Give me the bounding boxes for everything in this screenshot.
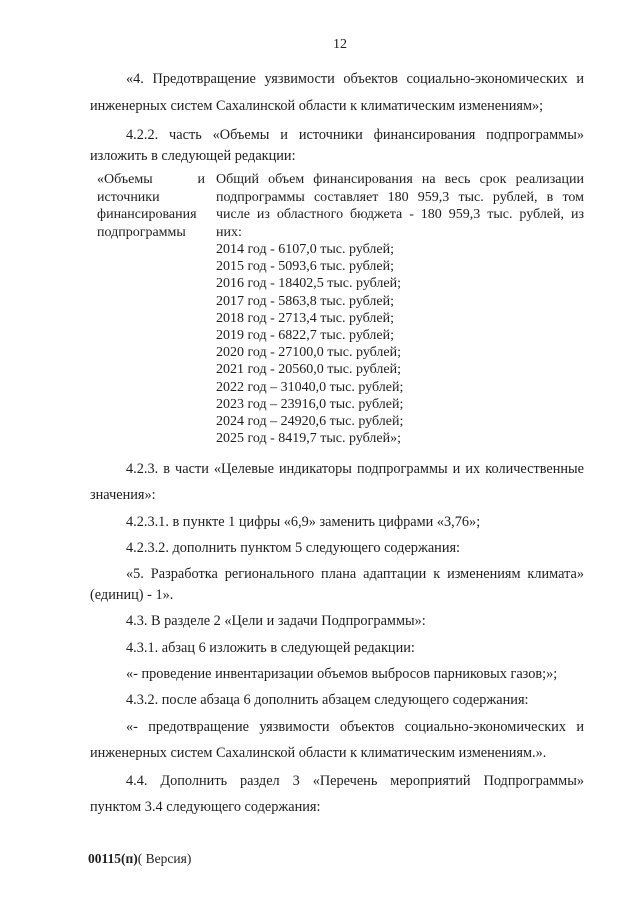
financing-label-line2: источники: [97, 189, 160, 205]
year-2015: 2015 год - 5093,6 тыс. рублей;: [216, 259, 395, 275]
year-2024: 2024 год – 24920,6 тыс. рублей;: [216, 414, 404, 430]
financing-text: [216, 171, 584, 241]
financing-years-list: [216, 241, 403, 447]
para-5-line2: (единиц) - 1».: [90, 587, 174, 603]
financing-text-line3: числе из областного бюджета - 180 959,3 тыс. рублей, из: [216, 207, 584, 223]
quote-inventory: «- проведение инвентаризации объемов выбросов парниковых газов;»;: [126, 666, 558, 682]
para-4-title-line2: инженерных систем Сахалинской области к климатическим изменениям»;: [90, 98, 544, 114]
year-2025: 2025 год - 8419,7 тыс. рублей»;: [216, 431, 402, 447]
para-4-3-1: 4.3.1. абзац 6 изложить в следующей редакции:: [126, 640, 415, 656]
para-4-3: 4.3. В разделе 2 «Цели и задачи Подпрограммы»:: [126, 613, 426, 629]
para-4-2-3-line1: 4.2.3. в части «Целевые индикаторы подпрограммы и их количественные: [126, 462, 584, 477]
financing-label-line4: подпрограммы: [97, 224, 186, 240]
para-4-2-2-line2: изложить в следующей редакции:: [90, 148, 296, 164]
year-2017: 2017 год - 5863,8 тыс. рублей;: [216, 293, 395, 309]
year-2022: 2022 год – 31040,0 тыс. рублей;: [216, 379, 404, 395]
footer-version-label: ( Версия): [137, 851, 192, 866]
financing-label-line1: «Объемы и: [97, 172, 205, 187]
para-4-2-2-line1: 4.2.2. часть «Объемы и источники финансирования подпрограммы»: [126, 128, 584, 143]
page-number: 12: [333, 37, 347, 52]
year-2016: 2016 год - 18402,5 тыс. рублей;: [216, 276, 402, 292]
financing-label: [97, 171, 205, 241]
year-2018: 2018 год - 2713,4 тыс. рублей;: [216, 310, 395, 326]
para-4-2-3-line2: значения»:: [90, 487, 156, 503]
year-2020: 2020 год - 27100,0 тыс. рублей;: [216, 345, 402, 361]
year-2019: 2019 год - 6822,7 тыс. рублей;: [216, 328, 395, 344]
financing-text-line2: подпрограммы составляет 180 959,3 тыс. рублей, в том: [216, 189, 584, 205]
para-4-2-3-1: 4.2.3.1. в пункте 1 цифры «6,9» заменить цифрами «3,76»;: [126, 514, 481, 530]
para-4-3-2: 4.3.2. после абзаца 6 дополнить абзацем следующего содержания:: [126, 692, 529, 708]
para-4-title-line1: «4. Предотвращение уязвимости объектов социально-экономических и: [126, 72, 584, 87]
para-4-4-line2: пунктом 3.4 следующего содержания:: [90, 799, 321, 815]
quote-prevention-line2: инженерных систем Сахалинской области к климатическим изменениям.».: [90, 745, 547, 761]
para-5-line1: «5. Разработка регионального плана адаптации к изменениям климата»: [126, 567, 584, 582]
quote-prevention-line1: «- предотвращение уязвимости объектов социально-экономических и: [126, 720, 584, 735]
financing-text-line4: них:: [216, 224, 242, 240]
financing-text-line1: Общий объем финансирования на весь срок реализации: [216, 172, 584, 187]
year-2021: 2021 год - 20560,0 тыс. рублей;: [216, 362, 402, 378]
year-2023: 2023 год – 23916,0 тыс. рублей;: [216, 396, 404, 412]
financing-label-line3: финансирования: [97, 207, 197, 223]
para-4-4-line1: 4.4. Дополнить раздел 3 «Перечень мероприятий Подпрограммы»: [126, 774, 584, 789]
footer-code: 00115(п): [88, 851, 138, 866]
year-2014: 2014 год - 6107,0 тыс. рублей;: [216, 242, 395, 257]
footer-version: [88, 852, 191, 866]
para-4-2-3-2: 4.2.3.2. дополнить пунктом 5 следующего содержания:: [126, 540, 461, 556]
